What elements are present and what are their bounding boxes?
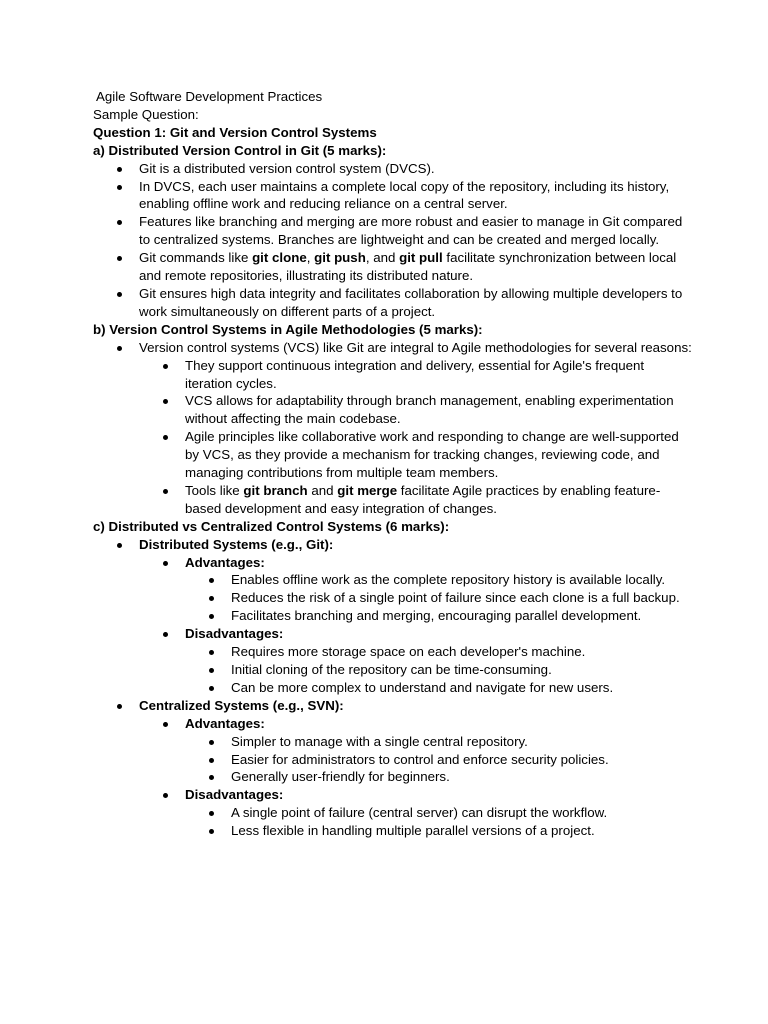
- list-item: Git commands like git clone, git push, and git pull facilitate synchronization between local and remote repositories, illustrating its distributed nature.: [93, 249, 693, 285]
- git-push-command: git push: [314, 250, 366, 266]
- git-branch-command: git branch: [243, 482, 308, 498]
- document-title: Agile Software Development Practices: [96, 89, 323, 104]
- list-item: Less flexible in handling multiple parallel versions of a project.: [185, 822, 693, 840]
- document-page: [93, 88, 693, 840]
- list-item: Simpler to manage with a single central repository.: [185, 733, 693, 751]
- list-item: Can be more complex to understand and navigate for new users.: [185, 679, 693, 697]
- list-item: Version control systems (VCS) like Git are integral to Agile methodologies for several reasons: They support continuous integration and delivery, essential for Agile's frequent iteration cycles. VCS allows for adaptability through branch management, enabling experimentation without affecting the main codebase. Agile principles like collaborative work and responding to change are well-supported by VCS, as they provide a mechanism for tracking changes, reviewing code, and managing contributions from multiple team members. Tools like git branch and git merge facilitate Agile practices by enabling feature-based development and easy integration of changes.: [93, 339, 693, 518]
- list-item: [139, 554, 693, 626]
- centralized-systems-label: Centralized Systems (e.g., SVN):: [139, 697, 344, 713]
- distributed-systems-label: Distributed Systems (e.g., Git):: [139, 536, 334, 552]
- advantages-label: Advantages:: [185, 554, 265, 570]
- question-1-heading: Question 1: Git and Version Control Systems: [93, 124, 377, 140]
- list-item: Git is a distributed version control system (DVCS).: [93, 160, 693, 178]
- section-c-list: [93, 536, 693, 840]
- git-pull-command: git pull: [399, 250, 443, 266]
- reasons-list: [139, 357, 693, 518]
- list-item: A single point of failure (central server) can disrupt the workflow.: [185, 804, 693, 822]
- git-merge-command: git merge: [337, 482, 398, 498]
- list-item: [93, 697, 693, 840]
- section-b-list: [93, 339, 693, 518]
- disadvantages-label: Disadvantages:: [185, 626, 284, 642]
- list-item: Generally user-friendly for beginners.: [185, 768, 693, 786]
- list-item: [139, 625, 693, 697]
- list-item: Facilitates branching and merging, encouraging parallel development.: [185, 607, 693, 625]
- list-item: [139, 715, 693, 787]
- list-item: In DVCS, each user maintains a complete local copy of the repository, including its history, enabling offline work and reducing reliance on a central server.: [93, 178, 693, 214]
- disadvantages-label: Disadvantages:: [185, 787, 284, 803]
- section-c-heading: c) Distributed vs Centralized Control Systems (6 marks):: [93, 518, 450, 534]
- list-item: Reduces the risk of a single point of failure since each clone is a full backup.: [185, 589, 693, 607]
- list-item: Git ensures high data integrity and facilitates collaboration by allowing multiple developers to work simultaneously on different parts of a project.: [93, 285, 693, 321]
- list-item: [93, 536, 693, 697]
- list-item: VCS allows for adaptability through branch management, enabling experimentation without affecting the main codebase.: [139, 392, 693, 428]
- sample-question-label: Sample Question:: [93, 106, 199, 122]
- advantages-label: Advantages:: [185, 715, 265, 731]
- git-clone-command: git clone: [252, 250, 307, 266]
- list-item: [139, 786, 693, 840]
- list-item: Agile principles like collaborative work and responding to change are well-supported by VCS, as they provide a mechanism for tracking changes, reviewing code, and managing contributions from multiple team members.: [139, 428, 693, 482]
- section-a-list: [93, 160, 693, 321]
- list-item: Easier for administrators to control and enforce security policies.: [185, 751, 693, 769]
- section-a-heading: a) Distributed Version Control in Git (5 marks):: [93, 142, 387, 158]
- list-item: Enables offline work as the complete repository history is available locally.: [185, 571, 693, 589]
- list-item: Initial cloning of the repository can be time-consuming.: [185, 661, 693, 679]
- list-item: Requires more storage space on each developer's machine.: [185, 643, 693, 661]
- list-item: Tools like git branch and git merge facilitate Agile practices by enabling feature-based development and easy integration of changes.: [139, 482, 693, 518]
- section-b-heading: b) Version Control Systems in Agile Methodologies (5 marks):: [93, 321, 483, 337]
- list-item: Features like branching and merging are more robust and easier to manage in Git compared to centralized systems. Branches are lightweight and can be created and merged locally.: [93, 213, 693, 249]
- list-item: They support continuous integration and delivery, essential for Agile's frequent iteration cycles.: [139, 357, 693, 393]
